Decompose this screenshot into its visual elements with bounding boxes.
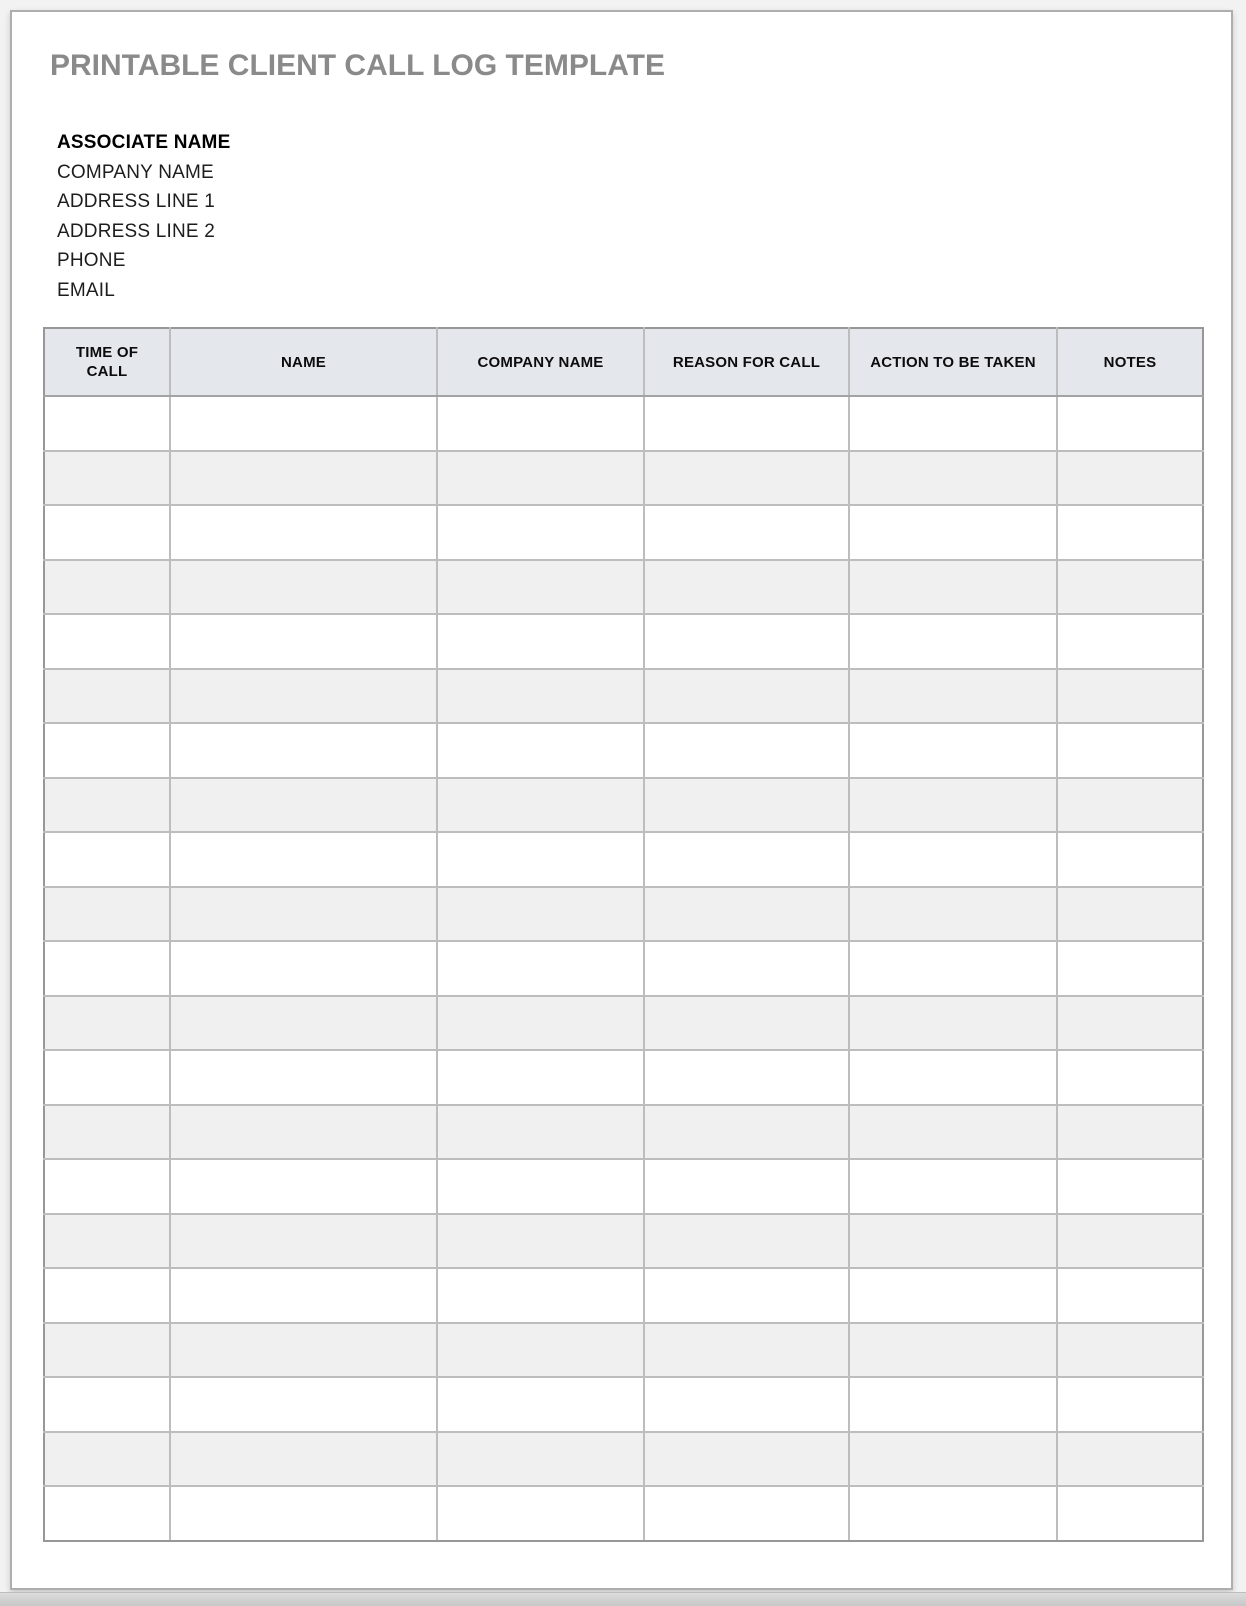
call-log-cell	[170, 887, 437, 942]
call-log-cell	[437, 778, 644, 833]
call-log-row	[44, 1214, 1203, 1269]
address-line-2-label: ADDRESS LINE 2	[57, 220, 216, 242]
column-header-notes: NOTES	[1057, 328, 1203, 396]
header-row	[44, 328, 1203, 396]
call-log-cell	[644, 723, 849, 778]
call-log-cell	[437, 1323, 644, 1378]
call-log-cell	[1057, 1432, 1203, 1487]
call-log-cell	[44, 614, 170, 669]
call-log-cell	[849, 560, 1057, 615]
call-log-cell	[44, 887, 170, 942]
call-log-cell	[1057, 1105, 1203, 1160]
call-log-cell	[849, 1268, 1057, 1323]
contact-info-block	[57, 128, 230, 306]
call-log-cell	[1057, 451, 1203, 506]
call-log-cell	[437, 723, 644, 778]
call-log-cell	[44, 451, 170, 506]
call-log-cell	[849, 669, 1057, 724]
call-log-row	[44, 1377, 1203, 1432]
call-log-cell	[437, 614, 644, 669]
call-log-row	[44, 1159, 1203, 1214]
call-log-cell	[437, 887, 644, 942]
call-log-row	[44, 1432, 1203, 1487]
call-log-cell	[644, 505, 849, 560]
call-log-cell	[644, 614, 849, 669]
call-log-cell	[170, 560, 437, 615]
call-log-cell	[1057, 778, 1203, 833]
call-log-cell	[1057, 941, 1203, 996]
call-log-cell	[44, 669, 170, 724]
call-log-cell	[170, 1486, 437, 1541]
call-log-cell	[849, 1323, 1057, 1378]
call-log-cell	[849, 996, 1057, 1051]
call-log-cell	[170, 832, 437, 887]
call-log-cell	[1057, 505, 1203, 560]
call-log-cell	[170, 941, 437, 996]
call-log-cell	[44, 723, 170, 778]
call-log-cell	[437, 669, 644, 724]
call-log-cell	[44, 996, 170, 1051]
call-log-cell	[1057, 614, 1203, 669]
call-log-row	[44, 669, 1203, 724]
phone-label: PHONE	[57, 250, 126, 272]
call-log-cell	[170, 614, 437, 669]
call-log-cell	[1057, 887, 1203, 942]
call-log-row	[44, 560, 1203, 615]
call-log-cell	[644, 778, 849, 833]
call-log-cell	[44, 1159, 170, 1214]
call-log-row	[44, 1486, 1203, 1541]
call-log-cell	[44, 1377, 170, 1432]
call-log-cell	[437, 1105, 644, 1160]
call-log-cell	[170, 778, 437, 833]
call-log-cell	[170, 1377, 437, 1432]
call-log-cell	[1057, 1159, 1203, 1214]
call-log-cell	[437, 1486, 644, 1541]
column-header-name: NAME	[170, 328, 437, 396]
call-log-cell	[644, 1105, 849, 1160]
call-log-cell	[170, 1105, 437, 1160]
call-log-table	[43, 327, 1204, 1542]
call-log-cell	[437, 832, 644, 887]
call-log-row	[44, 832, 1203, 887]
call-log-body	[44, 396, 1203, 1541]
call-log-cell	[170, 1214, 437, 1269]
call-log-cell	[44, 1486, 170, 1541]
call-log-cell	[644, 941, 849, 996]
call-log-cell	[170, 723, 437, 778]
call-log-cell	[170, 996, 437, 1051]
call-log-row	[44, 996, 1203, 1051]
column-header-company-name: COMPANY NAME	[437, 328, 644, 396]
call-log-cell	[437, 505, 644, 560]
company-name-label: COMPANY NAME	[57, 161, 214, 183]
call-log-cell	[1057, 396, 1203, 451]
call-log-cell	[644, 396, 849, 451]
call-log-cell	[44, 396, 170, 451]
call-log-cell	[849, 1159, 1057, 1214]
call-log-cell	[437, 1159, 644, 1214]
call-log-row	[44, 887, 1203, 942]
call-log-cell	[44, 1105, 170, 1160]
call-log-cell	[170, 1050, 437, 1105]
call-log-row	[44, 1323, 1203, 1378]
call-log-cell	[1057, 1214, 1203, 1269]
call-log-cell	[1057, 1377, 1203, 1432]
call-log-row	[44, 941, 1203, 996]
address-line-1-label: ADDRESS LINE 1	[57, 191, 216, 213]
call-log-cell	[44, 505, 170, 560]
call-log-cell	[44, 1214, 170, 1269]
call-log-cell	[437, 996, 644, 1051]
call-log-cell	[644, 832, 849, 887]
call-log-cell	[1057, 723, 1203, 778]
associate-name-label: ASSOCIATE NAME	[57, 132, 231, 153]
document-page	[10, 10, 1233, 1590]
call-log-row	[44, 723, 1203, 778]
call-log-cell	[849, 1432, 1057, 1487]
call-log-cell	[849, 832, 1057, 887]
call-log-cell	[849, 396, 1057, 451]
call-log-cell	[1057, 1323, 1203, 1378]
call-log-cell	[44, 1050, 170, 1105]
page-title: PRINTABLE CLIENT CALL LOG TEMPLATE	[50, 49, 665, 82]
call-log-cell	[644, 1377, 849, 1432]
call-log-cell	[1057, 1050, 1203, 1105]
call-log-cell	[437, 1050, 644, 1105]
call-log-row	[44, 396, 1203, 451]
call-log-cell	[44, 1432, 170, 1487]
call-log-header	[44, 328, 1203, 396]
column-header-reason-for-call: REASON FOR CALL	[644, 328, 849, 396]
call-log-cell	[437, 451, 644, 506]
call-log-cell	[44, 1268, 170, 1323]
call-log-cell	[170, 451, 437, 506]
call-log-cell	[170, 1159, 437, 1214]
call-log-cell	[644, 451, 849, 506]
call-log-cell	[849, 887, 1057, 942]
call-log-cell	[849, 505, 1057, 560]
call-log-cell	[437, 560, 644, 615]
call-log-cell	[44, 1323, 170, 1378]
call-log-cell	[1057, 1268, 1203, 1323]
call-log-cell	[170, 1323, 437, 1378]
call-log-cell	[644, 669, 849, 724]
call-log-cell	[1057, 832, 1203, 887]
column-header-time-of-call: TIME OF CALL	[44, 328, 170, 396]
call-log-cell	[1057, 669, 1203, 724]
call-log-cell	[849, 778, 1057, 833]
call-log-cell	[44, 778, 170, 833]
call-log-cell	[437, 1268, 644, 1323]
call-log-cell	[849, 1105, 1057, 1160]
call-log-row	[44, 1268, 1203, 1323]
call-log-cell	[44, 832, 170, 887]
call-log-cell	[1057, 560, 1203, 615]
call-log-cell	[1057, 996, 1203, 1051]
call-log-cell	[44, 941, 170, 996]
call-log-row	[44, 505, 1203, 560]
call-log-cell	[644, 1050, 849, 1105]
call-log-cell	[849, 723, 1057, 778]
call-log-cell	[849, 941, 1057, 996]
call-log-row	[44, 778, 1203, 833]
call-log-row	[44, 1105, 1203, 1160]
call-log-row	[44, 614, 1203, 669]
call-log-cell	[1057, 1486, 1203, 1541]
call-log-cell	[849, 1486, 1057, 1541]
call-log-cell	[644, 1159, 849, 1214]
call-log-cell	[849, 1050, 1057, 1105]
call-log-cell	[437, 941, 644, 996]
call-log-row	[44, 451, 1203, 506]
call-log-cell	[849, 1214, 1057, 1269]
call-log-cell	[849, 1377, 1057, 1432]
call-log-cell	[44, 560, 170, 615]
call-log-cell	[437, 1214, 644, 1269]
call-log-cell	[644, 1486, 849, 1541]
email-label: EMAIL	[57, 279, 116, 301]
column-header-action-to-be-taken: ACTION TO BE TAKEN	[849, 328, 1057, 396]
call-log-cell	[644, 1268, 849, 1323]
call-log-cell	[437, 1377, 644, 1432]
call-log-cell	[170, 1268, 437, 1323]
call-log-cell	[437, 1432, 644, 1487]
call-log-cell	[644, 1323, 849, 1378]
call-log-cell	[170, 505, 437, 560]
call-log-cell	[170, 1432, 437, 1487]
call-log-cell	[644, 1214, 849, 1269]
window-bottom-band	[0, 1592, 1246, 1606]
call-log-cell	[849, 614, 1057, 669]
call-log-cell	[644, 560, 849, 615]
call-log-cell	[644, 1432, 849, 1487]
call-log-cell	[170, 396, 437, 451]
call-log-cell	[644, 887, 849, 942]
call-log-cell	[170, 669, 437, 724]
call-log-row	[44, 1050, 1203, 1105]
call-log-cell	[437, 396, 644, 451]
call-log-cell	[849, 451, 1057, 506]
call-log-cell	[644, 996, 849, 1051]
